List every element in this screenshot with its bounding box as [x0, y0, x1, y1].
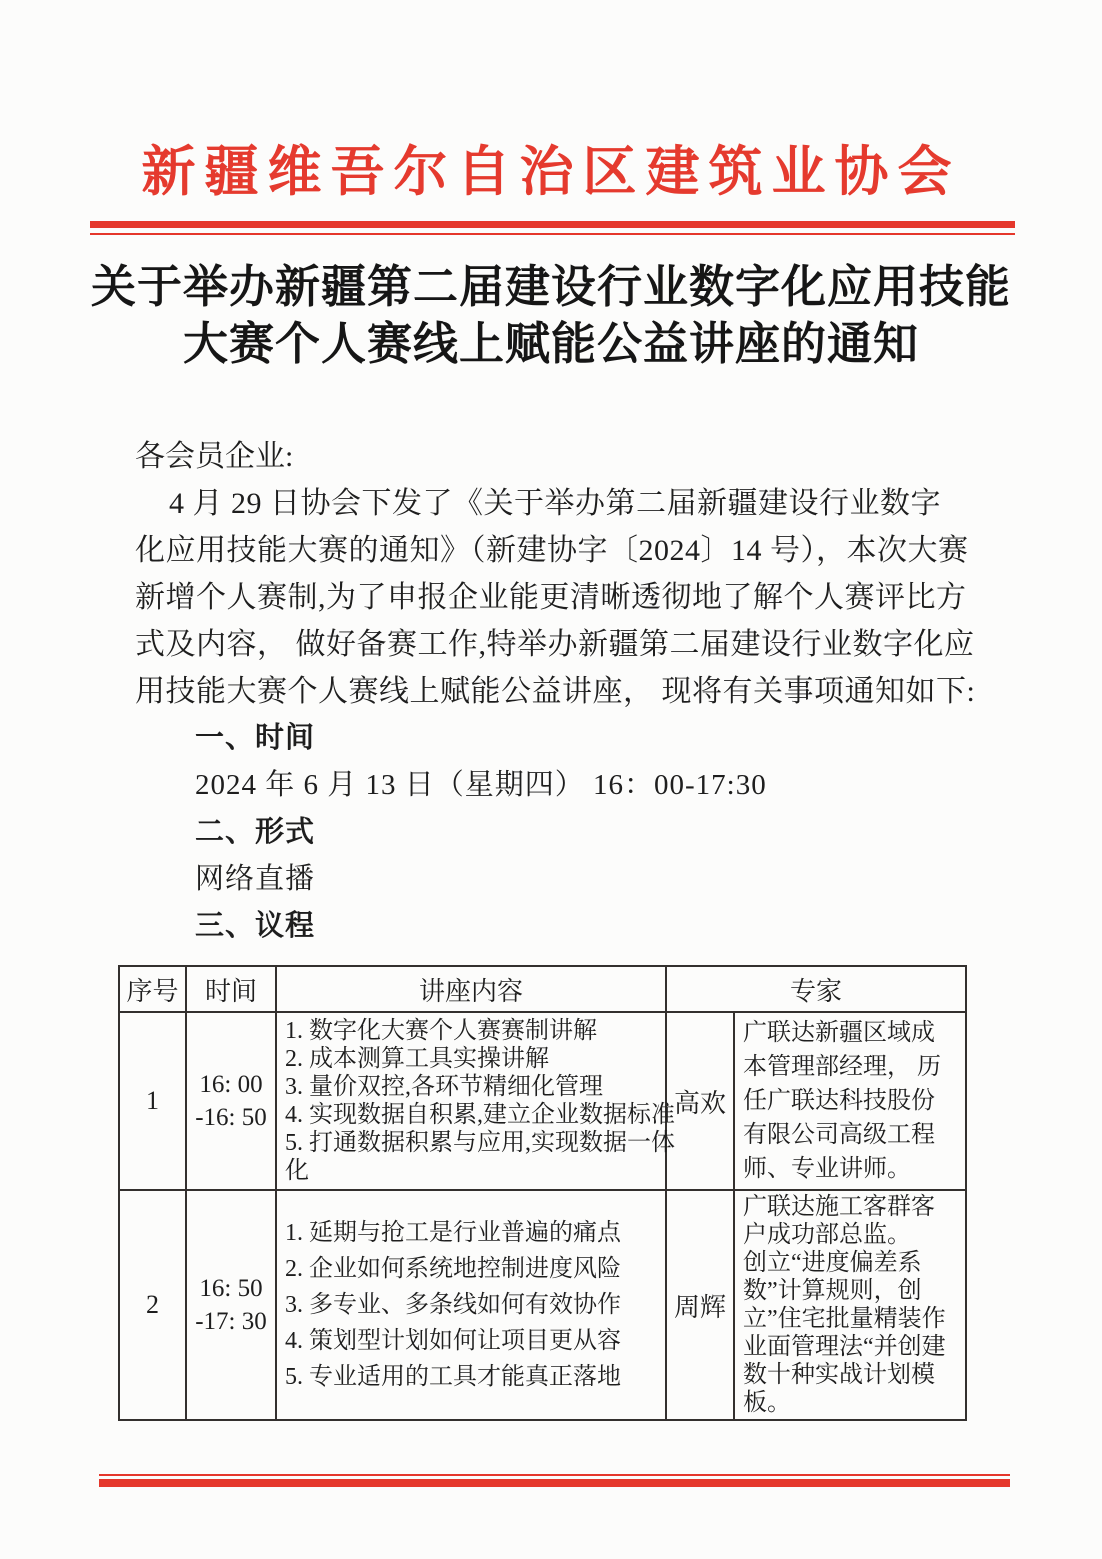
- expert-description: [734, 1012, 966, 1190]
- letterhead-rule-thin: [90, 233, 1015, 235]
- time-end: -17: 30: [195, 1308, 267, 1335]
- content-line: 3. 多专业、多条线如何有效协作: [285, 1292, 621, 1318]
- expert-name: 高欢: [666, 1012, 734, 1190]
- section-time-heading: 一、时间: [195, 722, 316, 754]
- row-time: [186, 1190, 276, 1420]
- time-end: -16: 50: [195, 1104, 267, 1131]
- expert-description: [734, 1190, 966, 1420]
- agenda-table: [118, 965, 967, 1421]
- notice-title: [40, 259, 1062, 373]
- table-row: [119, 1190, 966, 1420]
- expert-description-paragraph: 广联达新疆区域成本管理部经理， 历任广联达科技股份有限公司高级工程师、专业讲师。: [743, 1020, 941, 1182]
- notice-body: [0, 433, 1102, 1421]
- footer-rule-thin: [99, 1474, 1010, 1476]
- section-format-value: 网络直播: [195, 863, 316, 895]
- section-agenda-heading: 三、议程: [195, 910, 316, 942]
- agenda-header-row: [119, 966, 966, 1012]
- notice-title-line-2: 大赛个人赛线上赋能公益讲座的通知: [182, 319, 919, 369]
- table-row: [119, 1012, 966, 1190]
- time-start: 16: 00: [199, 1071, 263, 1098]
- content-line: 2. 成本测算工具实操讲解: [285, 1046, 549, 1072]
- content-line: 1. 数字化大赛个人赛赛制讲解: [285, 1018, 597, 1044]
- col-header-index: 序号: [119, 966, 186, 1012]
- content-line: 化: [285, 1158, 309, 1184]
- content-line: 3. 量价双控,各环节精细化管理: [285, 1074, 603, 1100]
- row-index: 2: [119, 1190, 186, 1420]
- content-line: 4. 策划型计划如何让项目更从容: [285, 1328, 621, 1354]
- time-start: 16: 50: [199, 1275, 263, 1302]
- col-header-content: 讲座内容: [276, 966, 666, 1012]
- sections: [135, 715, 987, 950]
- expert-description-paragraph: 创立“进度偏差系数”计算规则，创立”住宅批量精装作业面管理法“并创建数十种实战计划模板。: [743, 1250, 946, 1416]
- footer-rules: [99, 1474, 1010, 1487]
- content-line: 5. 专业适用的工具才能真正落地: [285, 1364, 621, 1390]
- paragraph-line: 式及内容， 做好备赛工作,特举办新疆第二届建设行业数字化应: [135, 628, 975, 661]
- intro-paragraph: [135, 480, 987, 715]
- paragraph-line: 化应用技能大赛的通知》（新建协字〔2024〕14 号），本次大赛: [135, 534, 969, 567]
- paragraph-line: 4 月 29 日协会下发了《关于举办第二届新疆建设行业数字: [169, 487, 941, 520]
- row-content: [276, 1012, 675, 1190]
- col-header-time: 时间: [186, 966, 276, 1012]
- expert-description-paragraph: 广联达施工客群客户成功部总监。: [743, 1194, 935, 1248]
- content-line: 5. 打通数据积累与应用,实现数据一体: [285, 1130, 675, 1156]
- content-line: 2. 企业如何系统地控制进度风险: [285, 1256, 621, 1282]
- section-time-value: 2024 年 6 月 13 日（星期四） 16：00-17:30: [195, 769, 767, 801]
- row-index: 1: [119, 1012, 186, 1190]
- greeting: 各会员企业:: [135, 440, 294, 473]
- expert-name: 周辉: [666, 1190, 734, 1420]
- letterhead-org-name: 新疆维吾尔自治区建筑业协会: [141, 142, 961, 202]
- letterhead-rule-thick: [90, 221, 1015, 228]
- footer-rule-thick: [99, 1479, 1010, 1487]
- content-line: 4. 实现数据自积累,建立企业数据标准: [285, 1102, 675, 1128]
- col-header-expert: 专家: [666, 966, 966, 1012]
- content-line: 1. 延期与抢工是行业普遍的痛点: [285, 1220, 621, 1246]
- notice-title-line-1: 关于举办新疆第二届建设行业数字化应用技能: [90, 262, 1011, 312]
- section-format-heading: 二、形式: [195, 816, 316, 848]
- paragraph-line: 新增个人赛制,为了申报企业能更清晰透彻地了解个人赛评比方: [135, 581, 967, 614]
- row-time: [186, 1012, 276, 1190]
- paragraph-line: 用技能大赛个人赛线上赋能公益讲座， 现将有关事项通知如下:: [135, 675, 976, 708]
- row-content: [276, 1190, 666, 1420]
